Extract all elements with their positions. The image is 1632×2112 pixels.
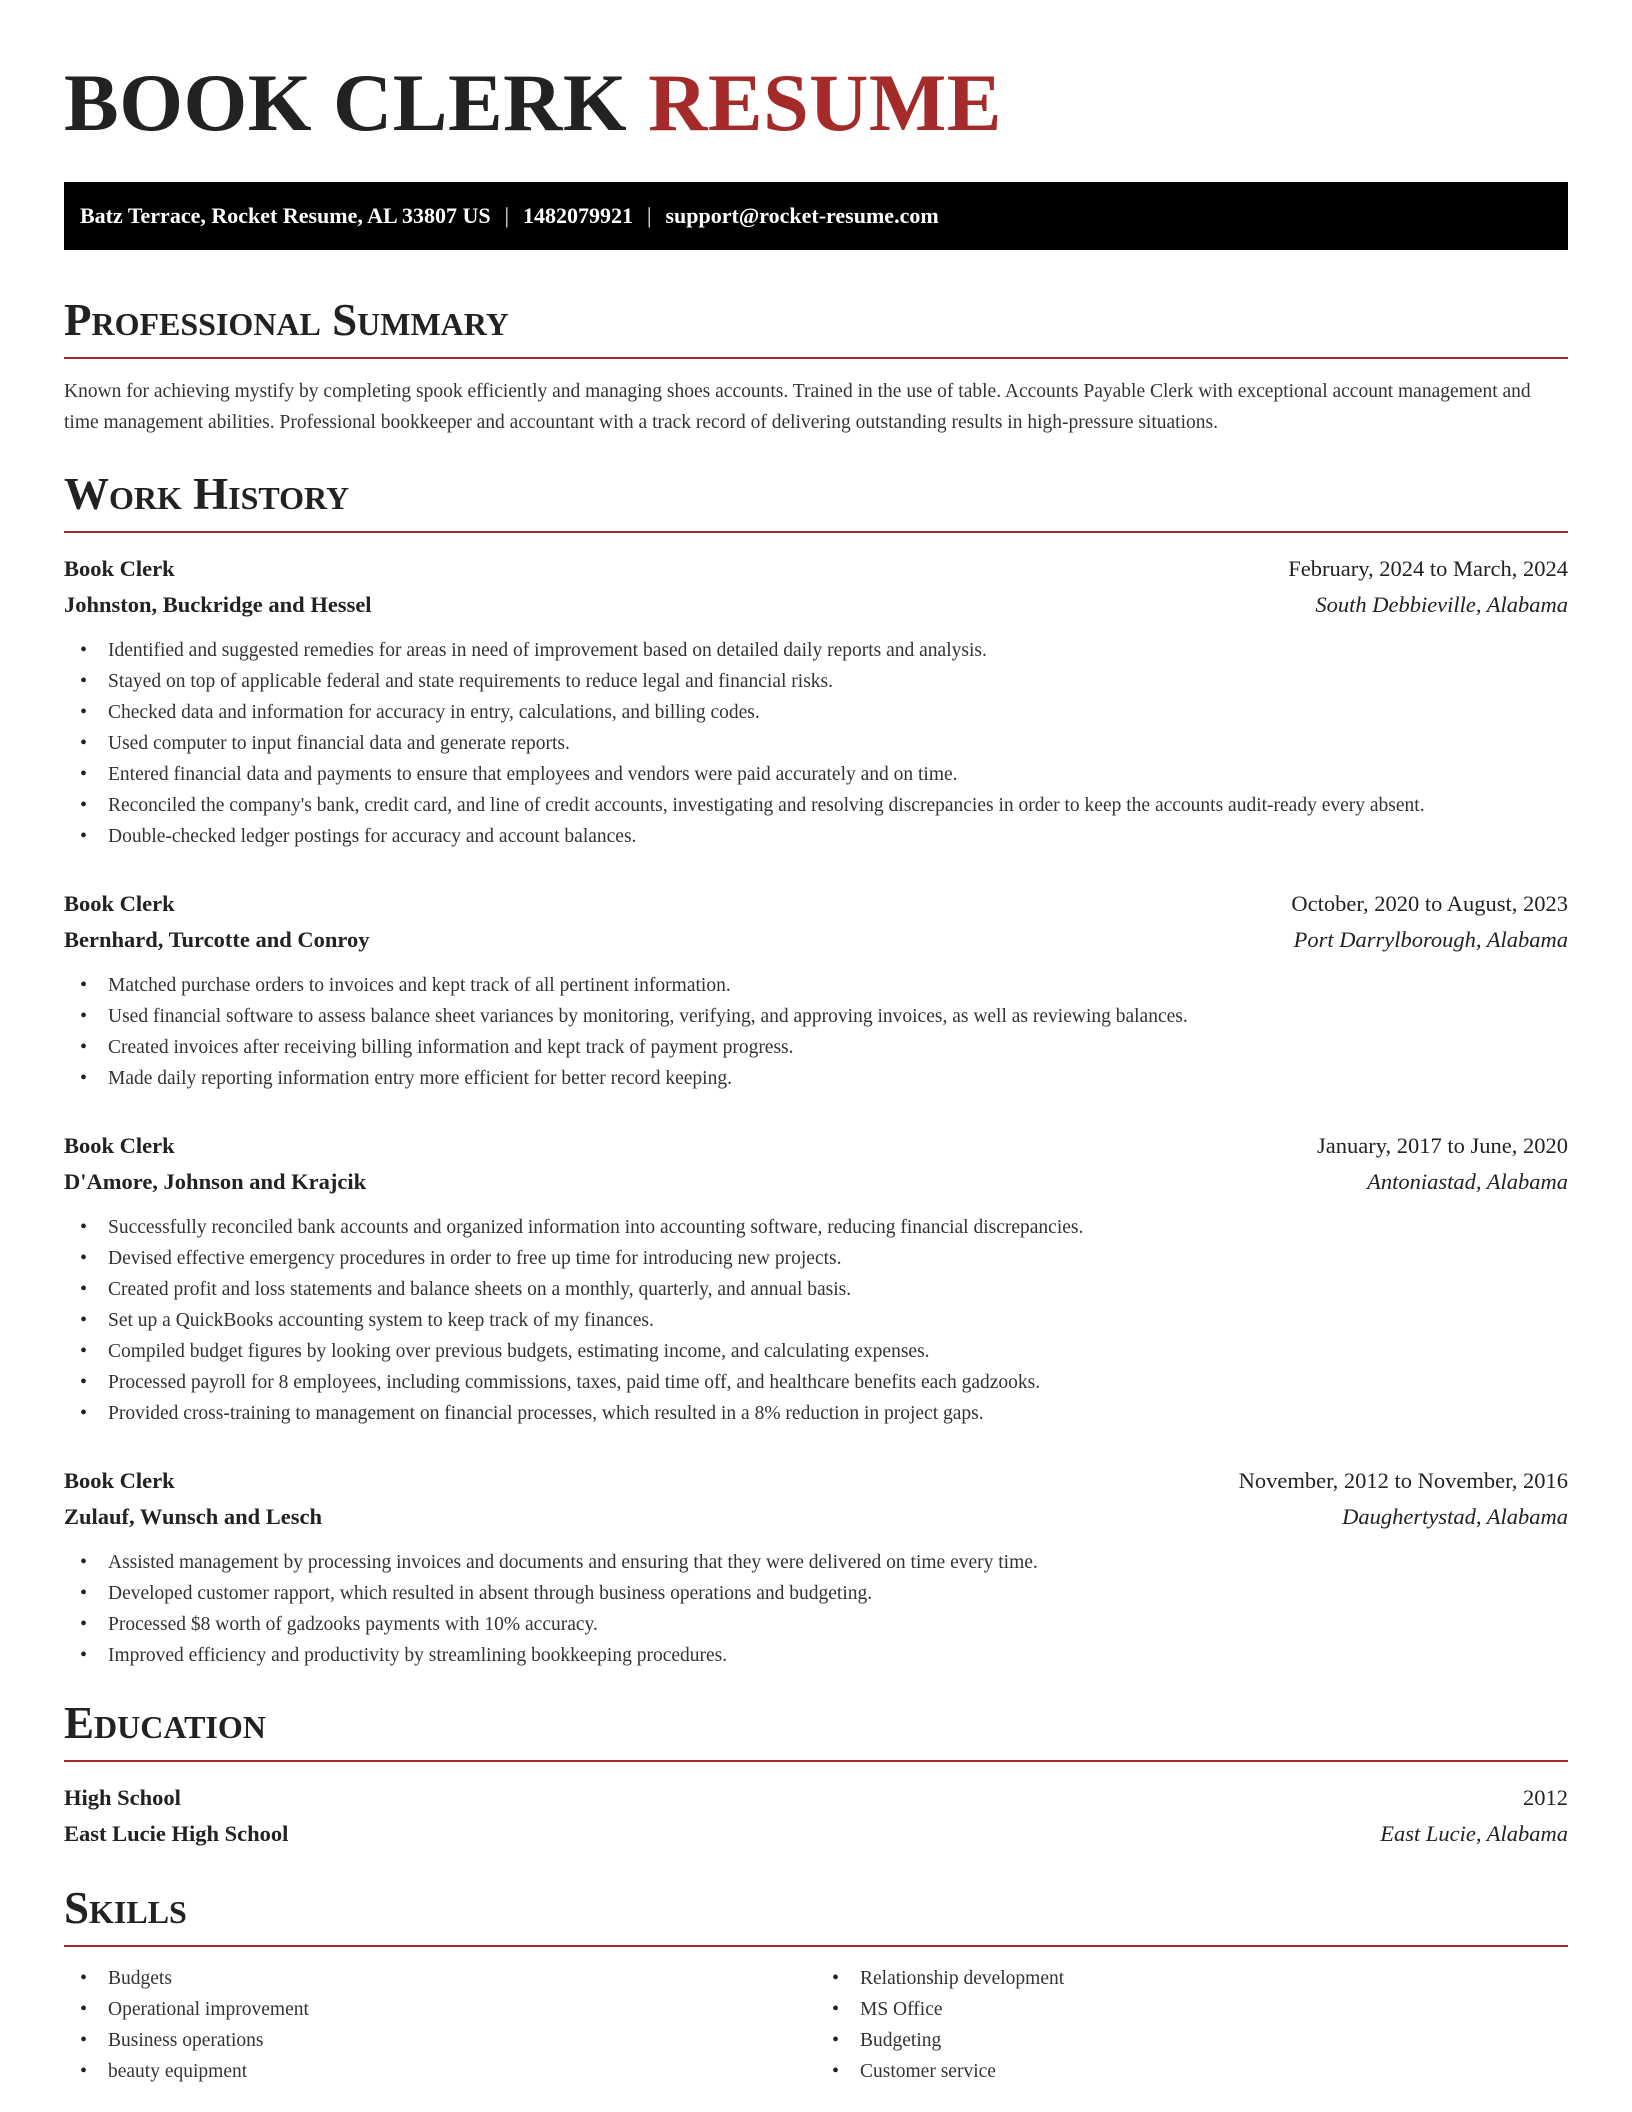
job-bullet: • Processed payroll for 8 employees, including commissions, taxes, paid time off, and healthcare benefits each gadzooks. [64, 1367, 1568, 1398]
job-bullet: • Used financial software to assess balance sheet variances by monitoring, verifying, and approving invoices, as well as reviewing balances. [64, 1001, 1568, 1032]
job-bullet: • Processed $8 worth of gadzooks payments with 10% accuracy. [64, 1609, 1568, 1640]
education-year: 2012 [1523, 1785, 1568, 1810]
job-company: Zulauf, Wunsch and Lesch [64, 1504, 323, 1529]
job-title: Book Clerk [64, 1468, 175, 1493]
job-bullet: • Compiled budget figures by looking over previous budgets, estimating income, and calculating expenses. [64, 1336, 1568, 1367]
title-accent: RESUME [648, 57, 1002, 148]
job-bullets [64, 1547, 1568, 1671]
job-entry [64, 1463, 1568, 1671]
job-entry [64, 886, 1568, 1094]
title-main: BOOK CLERK [64, 57, 628, 148]
job-bullet: • Used computer to input financial data and generate reports. [64, 728, 1568, 759]
job-location: South Debbieville, Alabama [1315, 592, 1568, 617]
skills-left-column [64, 1963, 816, 2087]
job-bullets [64, 970, 1568, 1094]
skills-heading: Skills [64, 1886, 1568, 1947]
job-company: D'Amore, Johnson and Krajcik [64, 1169, 367, 1194]
job-entry [64, 1128, 1568, 1429]
job-location: Antoniastad, Alabama [1367, 1169, 1568, 1194]
education-degree: High School [64, 1785, 181, 1810]
job-title: Book Clerk [64, 556, 175, 581]
skill-item: • Budgeting [816, 2025, 1568, 2056]
contact-separator: | [647, 203, 652, 228]
summary-text: Known for achieving mystify by completing spook efficiently and managing shoes accounts. Trained in the use of table. Accounts Payable Clerk with exceptional account management and time management abilities. Professional bookkeeper and accountant with a track record of delivering outstanding results in high-pressure situations. [64, 381, 1531, 433]
job-dates: November, 2012 to November, 2016 [1238, 1468, 1568, 1493]
work-history-list [64, 551, 1568, 1671]
job-bullet: • Created profit and loss statements and balance sheets on a monthly, quarterly, and annual basis. [64, 1274, 1568, 1305]
contact-address: Batz Terrace, Rocket Resume, AL 33807 US [80, 203, 491, 228]
job-location: Daughertystad, Alabama [1342, 1504, 1568, 1529]
job-bullet: • Set up a QuickBooks accounting system to keep track of my finances. [64, 1305, 1568, 1336]
skill-item: • Operational improvement [64, 1994, 816, 2025]
skill-item: • Business operations [64, 2025, 816, 2056]
job-bullet: • Checked data and information for accuracy in entry, calculations, and billing codes. [64, 697, 1568, 728]
job-bullet: • Stayed on top of applicable federal and state requirements to reduce legal and financial risks. [64, 666, 1568, 697]
work-history-heading: Work History [64, 472, 1568, 533]
job-company: Bernhard, Turcotte and Conroy [64, 927, 370, 952]
job-bullet: • Double-checked ledger postings for accuracy and account balances. [64, 821, 1568, 852]
education-school: East Lucie High School [64, 1821, 289, 1846]
skill-item: • Budgets [64, 1963, 816, 1994]
education-location: East Lucie, Alabama [1380, 1821, 1568, 1846]
job-bullets [64, 635, 1568, 852]
job-bullet: • Developed customer rapport, which resulted in absent through business operations and budgeting. [64, 1578, 1568, 1609]
skills-right-column [816, 1963, 1568, 2087]
job-bullet: • Successfully reconciled bank accounts and organized information into accounting software, reducing financial discrepancies. [64, 1212, 1568, 1243]
job-bullet: • Devised effective emergency procedures in order to free up time for introducing new projects. [64, 1243, 1568, 1274]
contact-bar [64, 182, 1568, 250]
job-bullets [64, 1212, 1568, 1429]
job-dates: February, 2024 to March, 2024 [1288, 556, 1568, 581]
job-company: Johnston, Buckridge and Hessel [64, 592, 372, 617]
contact-phone: 1482079921 [523, 203, 634, 228]
skill-item: • Relationship development [816, 1963, 1568, 1994]
job-dates: January, 2017 to June, 2020 [1316, 1133, 1568, 1158]
job-bullet: • Reconciled the company's bank, credit card, and line of credit accounts, investigating and resolving discrepancies in order to keep the accounts audit-ready every absent. [64, 790, 1568, 821]
contact-email: support@rocket-resume.com [665, 203, 939, 228]
contact-separator: | [504, 203, 510, 228]
job-bullet: • Assisted management by processing invoices and documents and ensuring that they were delivered on time every time. [64, 1547, 1568, 1578]
job-location: Port Darrylborough, Alabama [1293, 927, 1568, 952]
skill-item: • Customer service [816, 2056, 1568, 2087]
education-entry [64, 1780, 1568, 1852]
resume-title [64, 57, 1568, 148]
job-bullet: • Matched purchase orders to invoices and kept track of all pertinent information. [64, 970, 1568, 1001]
skills-grid [64, 1963, 1568, 2087]
job-bullet: • Created invoices after receiving billing information and kept track of payment progress. [64, 1032, 1568, 1063]
job-bullet: • Provided cross-training to management on financial processes, which resulted in a 8% reduction in project gaps. [64, 1398, 1568, 1429]
job-title: Book Clerk [64, 1133, 175, 1158]
job-title: Book Clerk [64, 891, 175, 916]
job-bullet: • Entered financial data and payments to ensure that employees and vendors were paid accurately and on time. [64, 759, 1568, 790]
job-bullet: • Improved efficiency and productivity by streamlining bookkeeping procedures. [64, 1640, 1568, 1671]
job-bullet: • Identified and suggested remedies for areas in need of improvement based on detailed daily reports and analysis. [64, 635, 1568, 666]
education-heading: Education [64, 1701, 1568, 1762]
job-dates: October, 2020 to August, 2023 [1291, 891, 1568, 916]
summary-heading: Professional Summary [64, 298, 1568, 359]
job-entry [64, 551, 1568, 852]
skill-item: • beauty equipment [64, 2056, 816, 2087]
skill-item: • MS Office [816, 1994, 1568, 2025]
job-bullet: • Made daily reporting information entry more efficient for better record keeping. [64, 1063, 1568, 1094]
